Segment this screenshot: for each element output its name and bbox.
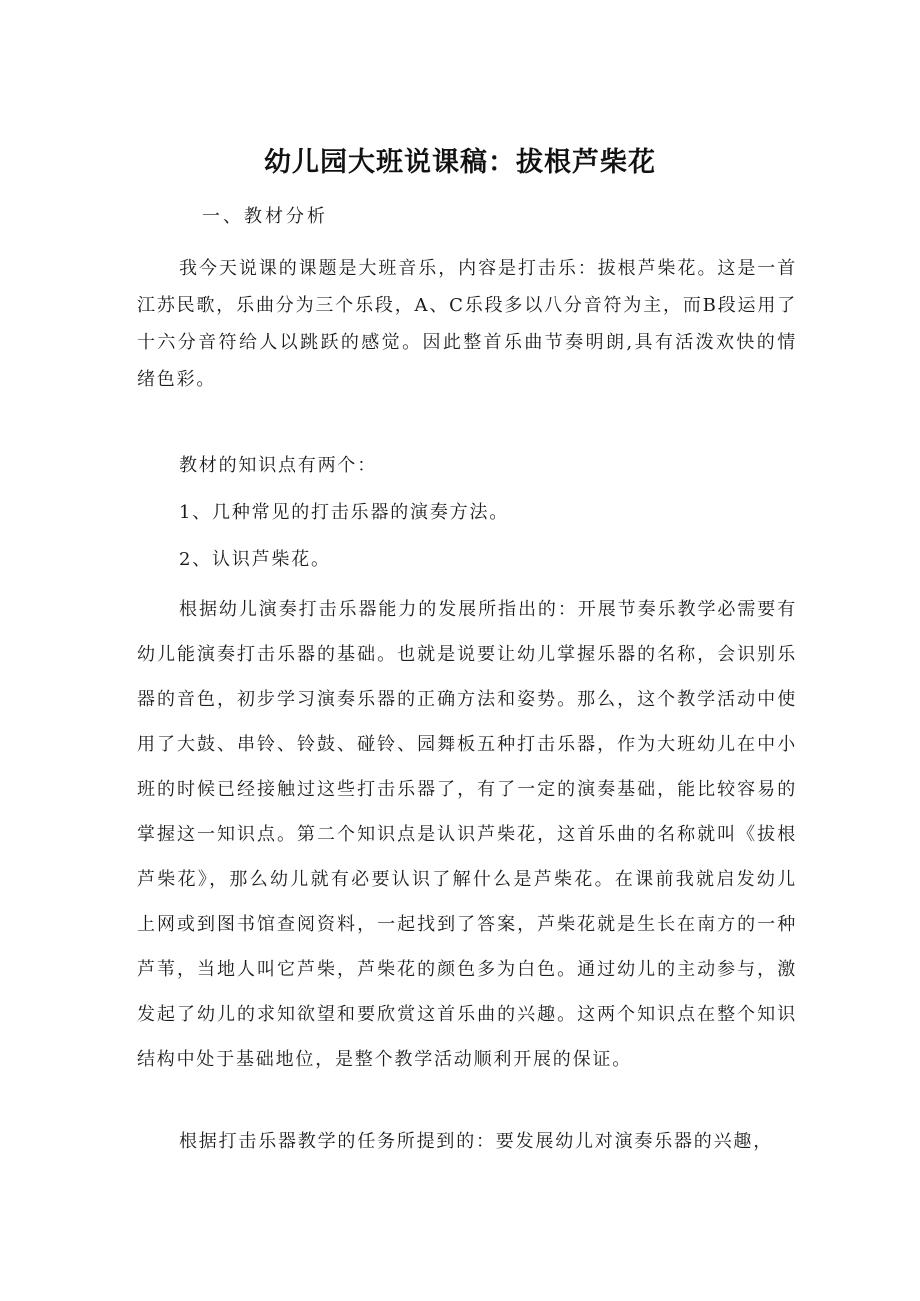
paragraph-intro: 我今天说课的课题是大班音乐，内容是打击乐：拔根芦柴花。这是一首江苏民歌，乐曲分为三个乐段，A、C乐段多以八分音符为主，而B段运用了十六分音符给人以跳跃的感觉。因此整首乐曲节奏明朗,具有活泼欢快的情绪色彩。 bbox=[137, 258, 797, 390]
list-item-1: 1、几种常见的打击乐器的演奏方法。 bbox=[179, 502, 510, 523]
paragraph-main: 根据幼儿演奏打击乐器能力的发展所指出的：开展节奏乐教学必需要有幼儿能演奏打击乐器的基础。也就是说要让幼儿掌握乐器的名称，会识别乐器的音色，初步学习演奏乐器的正确方法和姿势。那么，这个教学活动中使用了大鼓、串铃、铃鼓、碰铃、园舞板五种打击乐器，作为大班幼儿在中小班的时候已经接触过这些打击乐器了，有了一定的演奏基础，能比较容易的掌握这一知识点。第二个知识点是认识芦柴花，这首乐曲的名称就叫《拔根芦柴花》，那么幼儿就有必要认识了解什么是芦柴花。在课前我就启发幼儿上网或到图书馆查阅资料，一起找到了答案，芦柴花就是生长在南方的一种芦苇，当地人叫它芦柴，芦柴花的颜色多为白色。通过幼儿的主动参与，激发起了幼儿的求知欲望和要欣赏这首乐曲的兴趣。这两个知识点在整个知识结构中处于基础地位，是整个教学活动顺利开展的保证。 bbox=[137, 599, 797, 1070]
list-item-2: 2、认识芦柴花。 bbox=[179, 549, 331, 570]
paragraph-knowledge-points: 教材的知识点有两个： bbox=[179, 455, 377, 476]
section-heading: 一、教材分析 bbox=[202, 206, 328, 227]
paragraph-continued: 根据打击乐器教学的任务所提到的：要发展幼儿对演奏乐器的兴趣， bbox=[179, 1131, 773, 1152]
document-title: 幼儿园大班说课稿：拔根芦柴花 bbox=[264, 147, 656, 178]
